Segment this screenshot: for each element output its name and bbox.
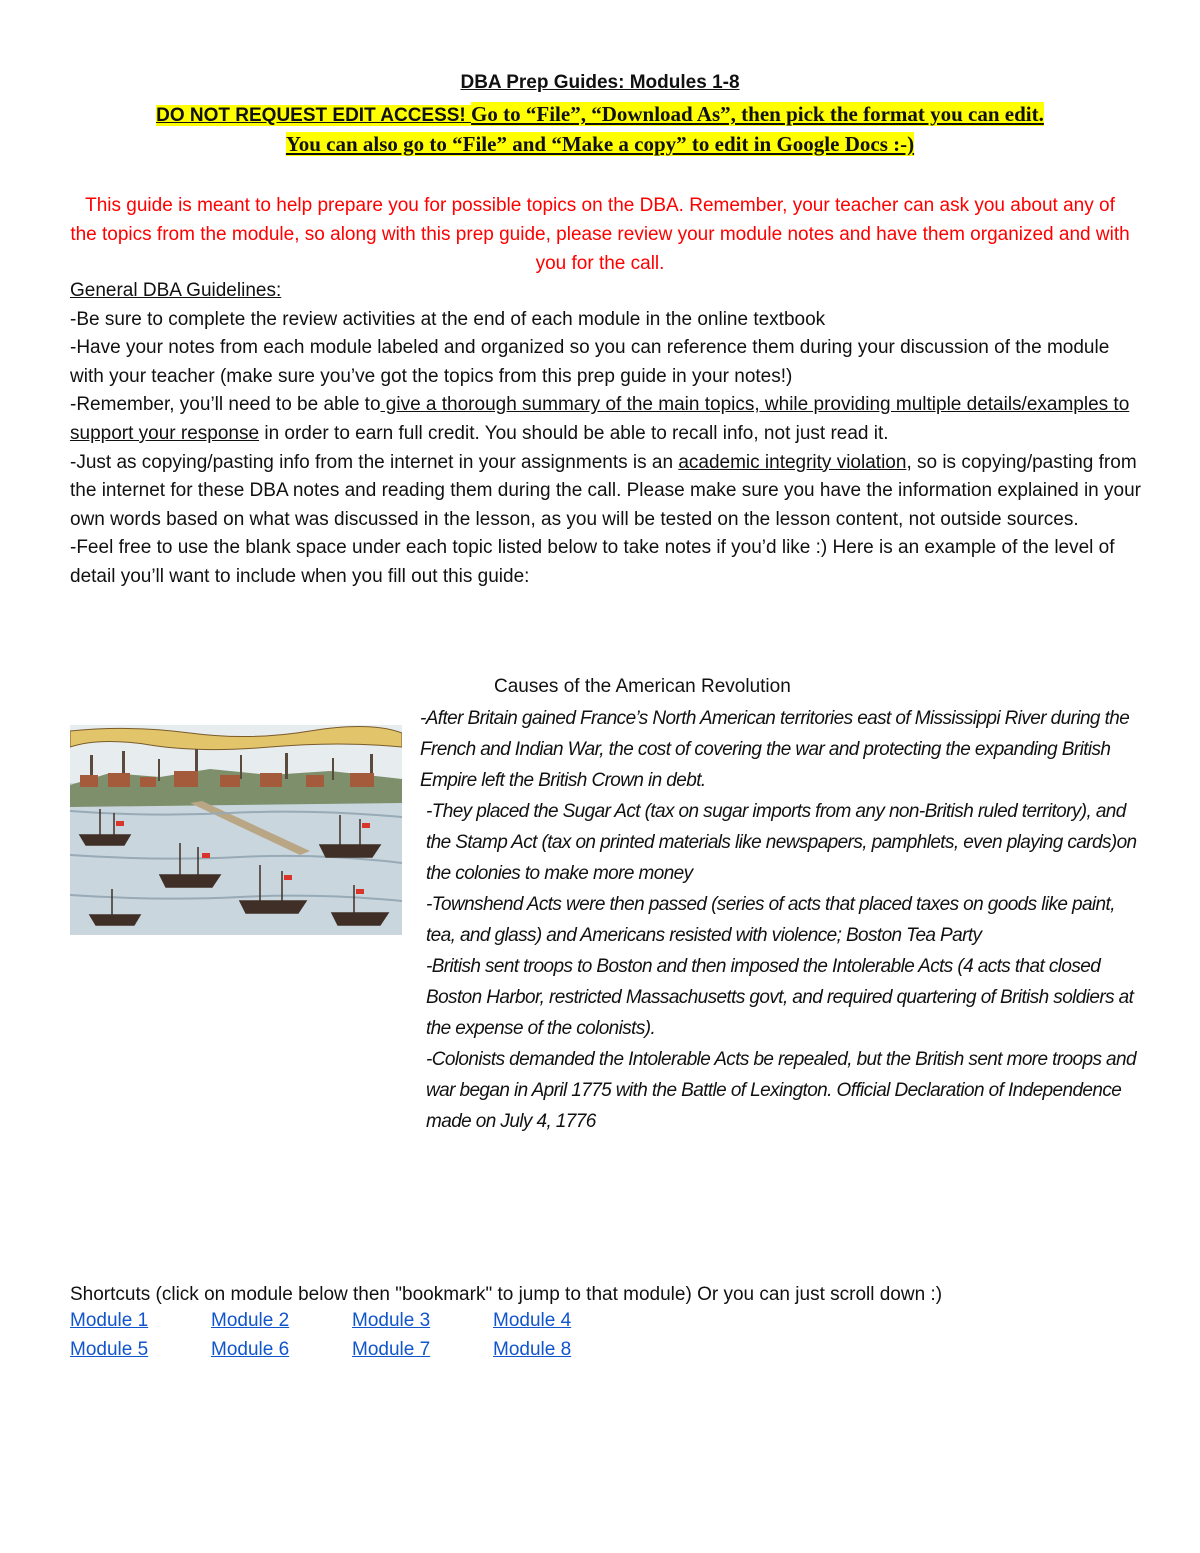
edit-warning-serif: Go to “File”, “Download As”, then pick the format you can edit. (471, 102, 1044, 126)
guideline-underlined-text: give a thorough summary of the main topics, while providing multiple details/examples to support your response (70, 394, 1130, 444)
guideline-text: -Just as copying/pasting info from the internet in your assignments is an (70, 451, 679, 473)
guidelines-section (70, 277, 1145, 592)
example-note: -After Britain gained France’s North American territories east of Mississippi River during the French and Indian War, the cost of covering the war and protecting the expanding British Empire left the British Crown in debt. (420, 708, 1130, 791)
guidelines-heading: General DBA Guidelines: (70, 280, 282, 301)
boston-harbor-illustration (70, 725, 402, 935)
module-1-link[interactable]: Module 1 (70, 1310, 149, 1331)
guideline-item: -Feel free to use the blank space under each topic listed below to take notes if you’d like :) Here is an example of the level of detail you’ll want to include when you fill out this guide: (70, 537, 1115, 587)
module-7-link[interactable]: Module 7 (352, 1339, 431, 1360)
module-4-link[interactable]: Module 4 (493, 1310, 572, 1331)
guideline-text: -Remember, you’ll need to be able to (70, 394, 381, 416)
module-8-link[interactable]: Module 8 (493, 1339, 572, 1360)
copy-instruction: You can also go to “File” and “Make a copy” to edit in Google Docs :-) (285, 132, 915, 156)
guideline-text: in order to earn full credit. You should be able to recall info, not just read it. (259, 422, 889, 444)
example-note: -They placed the Sugar Act (tax on sugar imports from any non-British ruled territory), and the Stamp Act (tax on printed materials like newspapers, pamphlets, even playing cards)on the colonies to make more money (426, 801, 1137, 884)
guideline-item (70, 449, 1145, 535)
guideline-item (70, 391, 1145, 448)
guideline-text: , so is copying/pasting from the internet for these DBA notes and reading them during the call. Please make sure you have the information explained in your own words based on what was discussed in the lesson, as you will be tested on the lesson content, not outside sources. (70, 451, 1141, 530)
example-title: Causes of the American Revolution (494, 676, 791, 697)
edit-warning-line-1 (0, 102, 1200, 127)
example-note: -Townshend Acts were then passed (series of acts that placed taxes on goods like paint, tea, and glass) and Americans resisted with violence; Boston Tea Party (426, 894, 1115, 946)
guideline-item: -Have your notes from each module labeled and organized so you can reference them during your discussion of the module with your teacher (make sure you’ve got the topics from this prep guide in your notes!) (70, 337, 1110, 387)
example-note: -Colonists demanded the Intolerable Acts be repealed, but the British sent more troops and war began in April 1775 with the Battle of Lexington. Official Declaration of Independence made on July 4, 1776 (426, 1049, 1136, 1132)
module-links (70, 1306, 634, 1364)
edit-warning-line-2 (0, 132, 1200, 157)
module-6-link[interactable]: Module 6 (211, 1339, 290, 1360)
module-2-link[interactable]: Module 2 (211, 1310, 290, 1331)
guideline-item: -Be sure to complete the review activities at the end of each module in the online textbook (70, 308, 826, 330)
page-title: DBA Prep Guides: Modules 1-8 (460, 72, 740, 93)
intro-paragraph: This guide is meant to help prepare you for possible topics on the DBA. Remember, your teacher can ask you about any of the topics from the module, so along with this prep guide, please review your module notes and have them organized and with you for the call. (70, 195, 1130, 274)
shortcuts-text: Shortcuts (click on module below then "bookmark" to jump to that module) Or you can just scroll down :) (70, 1284, 943, 1305)
module-5-link[interactable]: Module 5 (70, 1339, 149, 1360)
example-notes (420, 703, 1140, 1137)
module-3-link[interactable]: Module 3 (352, 1310, 431, 1331)
harbor-engraving-image (70, 725, 402, 935)
guideline-underlined-text: academic integrity violation (678, 451, 907, 473)
example-note: -British sent troops to Boston and then imposed the Intolerable Acts (4 acts that closed Boston Harbor, restricted Massachusetts govt, and required quartering of British soldiers at the expense of the colonists). (426, 956, 1134, 1039)
edit-warning-sans: DO NOT REQUEST EDIT ACCESS! (156, 105, 472, 126)
